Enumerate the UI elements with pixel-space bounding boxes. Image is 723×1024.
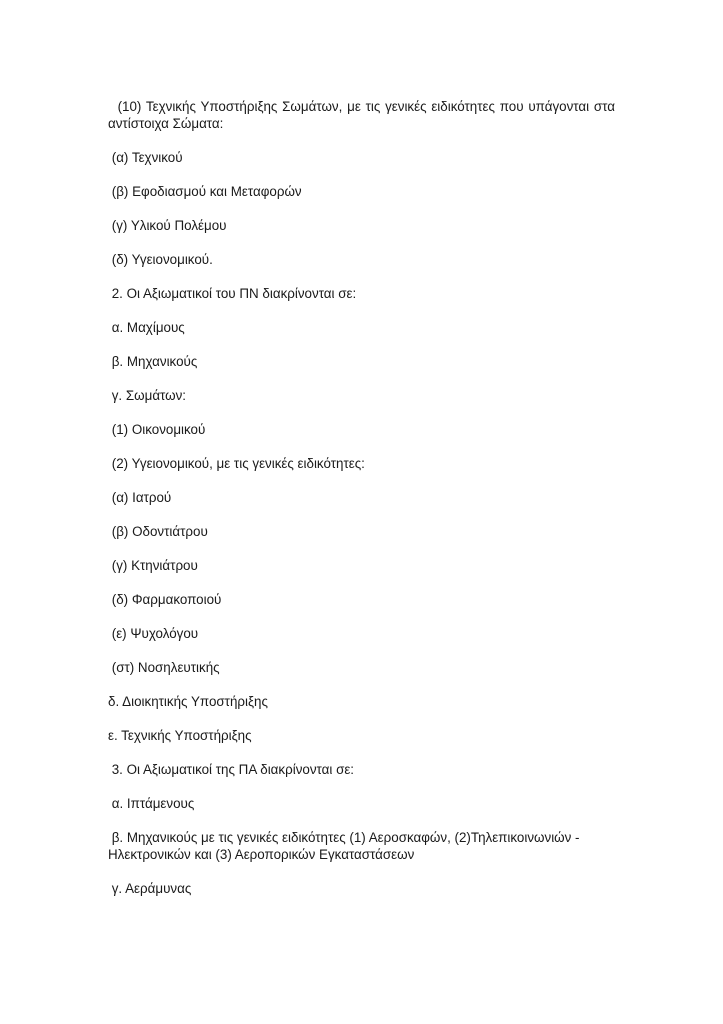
section-3-heading: 3. Οι Αξιωματικοί της ΠΑ διακρίνονται σε:	[108, 762, 355, 777]
document-body	[108, 98, 619, 914]
list-item-psychologist: (ε) Ψυχολόγου	[108, 626, 199, 641]
list-item-economic: (1) Οικονομικού	[108, 422, 206, 437]
list-item-combatants: α. Μαχίμους	[108, 320, 185, 335]
list-item-administrative-support: δ. Διοικητικής Υποστήριξης	[108, 694, 268, 709]
list-item-supply-transport: (β) Εφοδιασμού και Μεταφορών	[108, 184, 302, 199]
list-item-veterinarian: (γ) Κτηνιάτρου	[108, 558, 198, 573]
list-item-war-materiel: (γ) Υλικού Πολέμου	[108, 218, 227, 233]
list-item-pilots: α. Ιπτάμενους	[108, 796, 195, 811]
list-item-medical: (δ) Υγειονομικού.	[108, 252, 213, 267]
list-item-nursing: (στ) Νοσηλευτικής	[108, 660, 220, 675]
section-2-heading: 2. Οι Αξιωματικοί του ΠΝ διακρίνονται σε:	[108, 286, 357, 301]
list-item-medical-specialties: (2) Υγειονομικού, με τις γενικές ειδικότητες:	[108, 456, 365, 471]
list-item-air-defense: γ. Αεράμυνας	[108, 881, 192, 896]
list-item-technical: (α) Τεχνικού	[108, 150, 183, 165]
list-item-engineers: β. Μηχανικούς	[108, 354, 198, 369]
list-item-air-engineers: β. Μηχανικούς με τις γενικές ειδικότητες (1) Αεροσκαφών, (2)Τηλεπικοινωνιών - Ηλεκτρονικών και (3) Αεροπορικών Εγκαταστάσεων	[108, 830, 584, 862]
list-item-dentist: (β) Οδοντιάτρου	[108, 524, 208, 539]
list-item-corps: γ. Σωμάτων:	[108, 388, 187, 403]
paragraph-10-technical-support: (10) Τεχνικής Υποστήριξης Σωμάτων, με τις γενικές ειδικότητες που υπάγονται στα αντίστοιχα Σώματα:	[108, 99, 619, 131]
list-item-pharmacist: (δ) Φαρμακοποιού	[108, 592, 222, 607]
list-item-doctor: (α) Ιατρού	[108, 490, 172, 505]
list-item-technical-support: ε. Τεχνικής Υποστήριξης	[108, 728, 252, 743]
